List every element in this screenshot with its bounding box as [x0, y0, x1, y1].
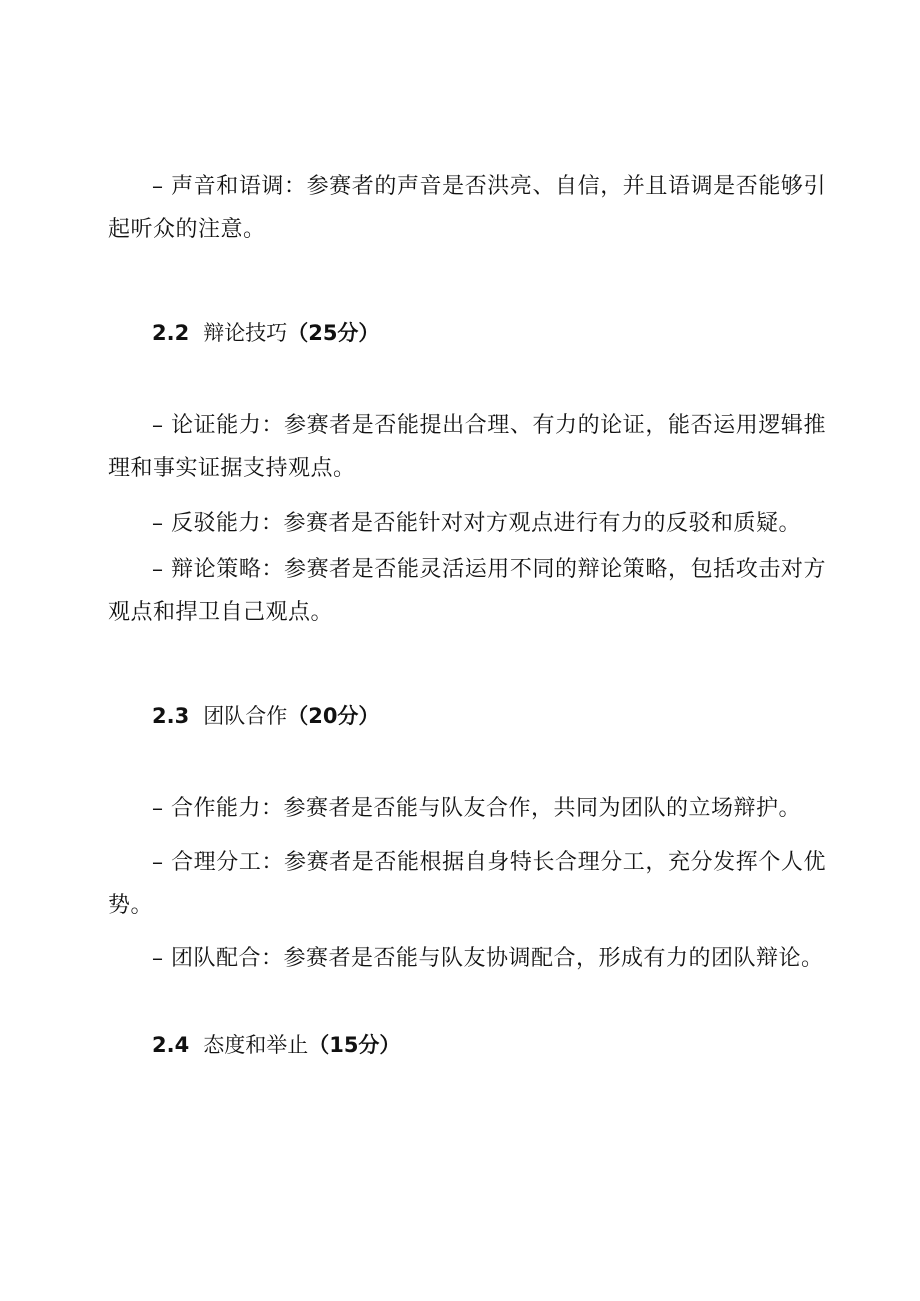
- section-heading-2-2: [152, 318, 379, 348]
- paragraph-team-coordination: – 团队配合：参赛者是否能与队友协调配合，形成有力的团队辩论。: [152, 946, 824, 971]
- section-number: 2.2: [152, 321, 190, 345]
- section-title: 团队合作: [203, 704, 288, 728]
- section-points: （20分）: [287, 704, 380, 728]
- section-number: 2.4: [152, 1033, 190, 1057]
- section-title: 辩论技巧: [203, 321, 288, 345]
- paragraph-rebuttal: – 反驳能力：参赛者是否能针对对方观点进行有力的反驳和质疑。: [152, 511, 801, 536]
- section-points: （25分）: [287, 321, 380, 345]
- paragraph-cooperation: – 合作能力：参赛者是否能与队友合作，共同为团队的立场辩护。: [152, 796, 801, 821]
- section-number: 2.3: [152, 704, 190, 728]
- paragraph-voice-tone: – 声音和语调：参赛者的声音是否洪亮、自信，并且语调是否能够引起听众的注意。: [108, 174, 826, 242]
- section-points: （15分）: [308, 1033, 401, 1057]
- section-heading-2-3: [152, 701, 379, 731]
- section-title: 态度和举止: [203, 1033, 309, 1057]
- section-heading-2-4: [152, 1030, 400, 1060]
- paragraph-strategy: – 辩论策略：参赛者是否能灵活运用不同的辩论策略，包括攻击对方观点和捍卫自己观点。: [108, 557, 826, 625]
- paragraph-division-of-labor: – 合理分工：参赛者是否能根据自身特长合理分工，充分发挥个人优势。: [108, 850, 826, 918]
- paragraph-argumentation: – 论证能力：参赛者是否能提出合理、有力的论证，能否运用逻辑推理和事实证据支持观点。: [108, 413, 826, 481]
